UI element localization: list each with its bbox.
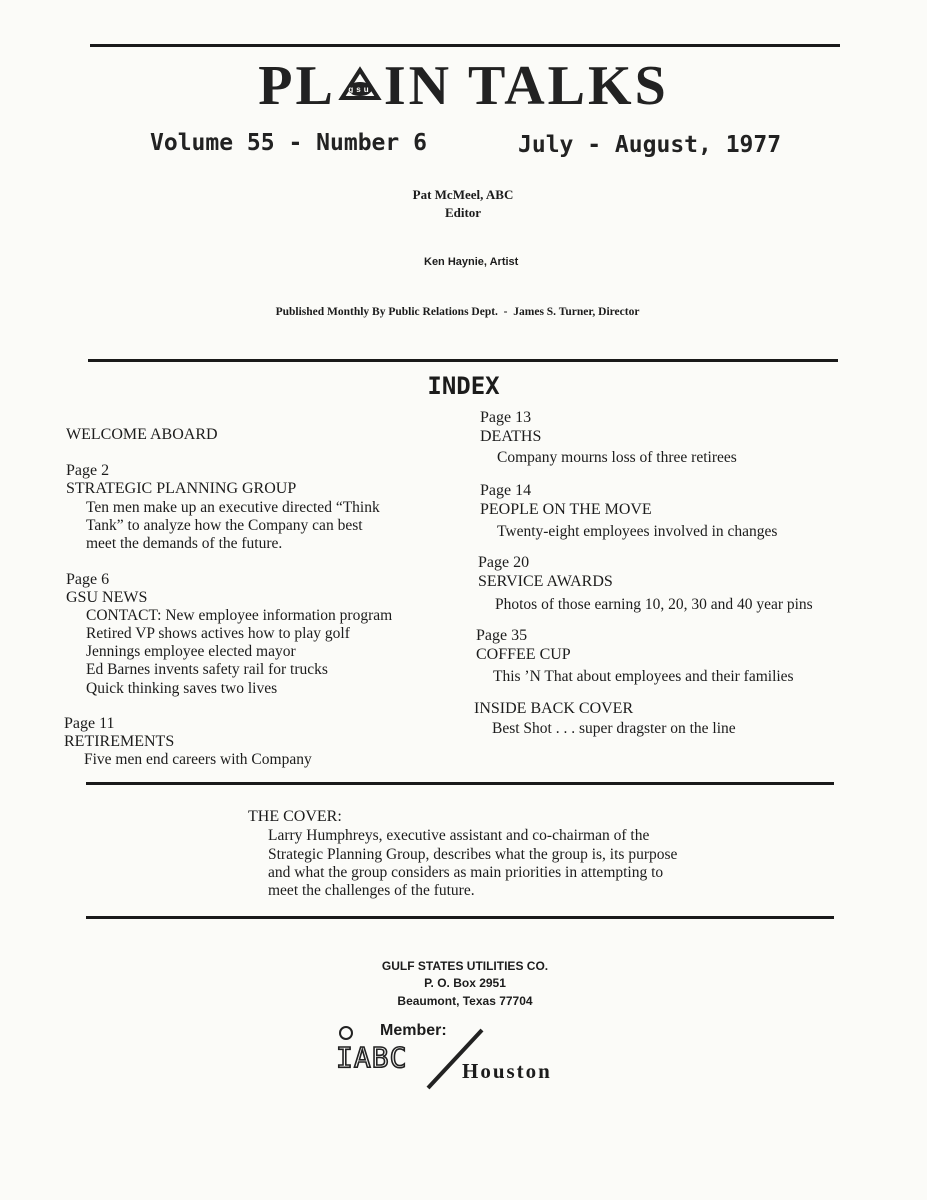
po-box: P. O. Box 2951 (424, 976, 506, 990)
member-label: Member: (380, 1022, 447, 1039)
gsu-logo-icon (338, 64, 382, 108)
back-cover-desc-1: Best Shot . . . super dragster on the line (492, 720, 736, 737)
editor-role: Editor (444, 205, 482, 220)
people-heading: PEOPLE ON THE MOVE (480, 501, 652, 518)
coffee-page: Page 35 (476, 627, 528, 644)
strategic-page: Page 2 (66, 462, 110, 479)
masthead-title-left: PL (258, 55, 336, 117)
service-heading: SERVICE AWARDS (478, 573, 613, 590)
cover-bottom-rule (86, 916, 834, 919)
o-mark-icon (339, 1026, 353, 1040)
masthead-title-right: IN TALKS (383, 55, 669, 117)
gsu-news-desc-4: Ed Barnes invents safety rail for trucks (86, 661, 328, 678)
index-title: INDEX (427, 372, 500, 400)
service-page: Page 20 (478, 554, 530, 571)
company-name: GULF STATES UTILITIES CO. (381, 959, 549, 973)
cover-line-1: Larry Humphreys, executive assistant and co-chairman of the (268, 827, 650, 844)
issue-date: July - August, 1977 (518, 132, 782, 158)
deaths-page: Page 13 (480, 409, 532, 426)
gsu-news-desc-3: Jennings employee elected mayor (86, 643, 296, 660)
people-page: Page 14 (480, 482, 532, 499)
artist-credit: Ken Haynie, Artist (424, 256, 519, 268)
retirements-desc-1: Five men end careers with Company (84, 751, 312, 768)
gsu-news-page: Page 6 (66, 571, 110, 588)
city-address: Beaumont, Texas 77704 (397, 994, 533, 1008)
volume-number: Volume 55 - Number 6 (150, 130, 427, 156)
coffee-desc-1: This ’N That about employees and their families (493, 668, 794, 685)
cover-line-2: Strategic Planning Group, describes what the group is, its purpose (268, 846, 678, 863)
back-cover-heading: INSIDE BACK COVER (474, 700, 634, 717)
strategic-heading: STRATEGIC PLANNING GROUP (66, 480, 297, 497)
deaths-desc-1: Company mourns loss of three retirees (497, 449, 737, 466)
strategic-desc-3: meet the demands of the future. (86, 535, 283, 552)
gsu-news-desc-1: CONTACT: New employee information program (86, 607, 393, 624)
strategic-desc-1: Ten men make up an executive directed “Think (86, 499, 380, 516)
retirements-page: Page 11 (64, 715, 115, 732)
cover-label: THE COVER: (248, 808, 342, 825)
svg-text:gsu: gsu (348, 85, 372, 94)
cover-line-3: and what the group considers as main priorities in attempting to (268, 864, 664, 881)
top-rule (90, 44, 840, 47)
strategic-desc-2: Tank” to analyze how the Company can best (86, 517, 363, 534)
gsu-news-heading: GSU NEWS (66, 589, 148, 606)
welcome-heading: WELCOME ABOARD (66, 426, 218, 443)
publisher-line: Published Monthly By Public Relations Dept. - James S. Turner, Director (275, 306, 640, 318)
deaths-heading: DEATHS (480, 428, 542, 445)
gsu-news-desc-5: Quick thinking saves two lives (86, 680, 278, 697)
cover-top-rule (86, 782, 834, 785)
iabc-logo: IABC (336, 1041, 408, 1074)
gsu-news-desc-2: Retired VP shows actives how to play golf (86, 625, 350, 642)
service-desc-1: Photos of those earning 10, 20, 30 and 40 year pins (495, 596, 813, 613)
houston-label: Houston (462, 1059, 552, 1083)
masthead-title (0, 55, 927, 117)
index-top-rule (88, 359, 838, 362)
retirements-heading: RETIREMENTS (64, 733, 175, 750)
editor-name: Pat McMeel, ABC (412, 187, 514, 202)
coffee-heading: COFFEE CUP (476, 646, 571, 663)
people-desc-1: Twenty-eight employees involved in changes (497, 523, 778, 540)
cover-line-4: meet the challenges of the future. (268, 882, 475, 899)
